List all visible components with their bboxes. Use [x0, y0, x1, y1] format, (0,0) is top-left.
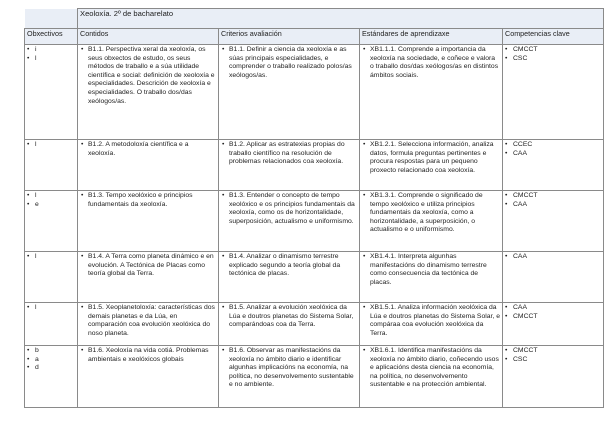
table-row	[25, 45, 604, 140]
competence-item: • CCEC	[505, 141, 601, 150]
competence-item: • CMCCT	[505, 347, 601, 356]
standards-text: • XB1.4.1. Interpreta algunhas manifestacións do dinamismo terrestre como consecuencia da tectónica de placas.	[362, 253, 500, 287]
criteria-cell	[219, 303, 360, 346]
contents-cell	[78, 45, 219, 140]
table-title: Xeoloxía. 2º de bacharelato	[78, 9, 604, 29]
table-row	[25, 346, 604, 408]
objective-item: • e	[27, 201, 75, 210]
criteria-cell	[219, 252, 360, 303]
objectives-cell	[25, 303, 78, 346]
competences-cell	[503, 252, 604, 303]
contents-cell	[78, 140, 219, 191]
criteria-text: • B1.3. Entender o concepto de tempo xeolóxico e os principios fundamentais da xeoloxía, como os de horizontalidade, superposición, actualismo e uniformismo.	[221, 192, 357, 226]
competence-item: • CAA	[505, 201, 601, 210]
objective-item: • l	[27, 192, 75, 201]
objective-item: • d	[27, 364, 75, 373]
criteria-cell	[219, 45, 360, 140]
standards-cell	[360, 140, 503, 191]
standards-cell	[360, 303, 503, 346]
objective-item: • b	[27, 347, 75, 356]
contents-cell	[78, 346, 219, 408]
standards-text: • XB1.3.1. Comprende o significado de tempo xeolóxico e utiliza principios fundamentais da xeoloxía, como a horizontalidade, a superposición, o actualismo e o uniformismo.	[362, 192, 500, 235]
standards-text: • XB1.2.1. Selecciona información, analiza datos, formula preguntas pertinentes e procura respostas para un pequeno proxecto relacionado coa xeoloxía.	[362, 141, 500, 175]
objective-item: • l	[27, 55, 75, 64]
table-row	[25, 191, 604, 252]
contents-text: • B1.6. Xeoloxía na vida cotiá. Problemas ambientais e xeolóxicos globais	[80, 347, 216, 364]
competences-cell	[503, 45, 604, 140]
objective-item: • l	[27, 253, 75, 262]
contents-cell	[78, 191, 219, 252]
contents-text: • B1.2. A metodoloxía científica e a xeoloxía.	[80, 141, 216, 158]
column-header-contents: Contidos	[78, 29, 219, 45]
criteria-cell	[219, 140, 360, 191]
criteria-cell	[219, 346, 360, 408]
standards-cell	[360, 191, 503, 252]
column-header-criteria: Criterios avaliación	[219, 29, 360, 45]
criteria-cell	[219, 191, 360, 252]
criteria-text: • B1.1. Definir a ciencia da xeoloxía e as súas principais especialidades, e comprender o traballo realizado polos/as xeólogos/as.	[221, 46, 357, 80]
contents-text: • B1.5. Xeoplanetoloxía: características dos demais planetas e da Lúa, en comparación coa evolución xeolóxica do noso planeta.	[80, 304, 216, 338]
curriculum-table	[24, 8, 604, 408]
criteria-text: • B1.4. Analizar o dinamismo terrestre explicado segundo a teoría global da tectónica de placas.	[221, 253, 357, 279]
objective-item: • l	[27, 141, 75, 150]
competence-item: • CAA	[505, 150, 601, 159]
objectives-cell	[25, 191, 78, 252]
table-row	[25, 252, 604, 303]
competence-item: • CAA	[505, 304, 601, 313]
competence-item: • CMCCT	[505, 46, 601, 55]
standards-cell	[360, 252, 503, 303]
column-header-objectives: Obxectivos	[25, 29, 78, 45]
competence-item: • CMCCT	[505, 192, 601, 201]
criteria-text: • B1.2. Aplicar as estratexias propias do traballo científico na resolución de problemas relacionados coa xeoloxía.	[221, 141, 357, 167]
contents-text: • B1.3. Tempo xeolóxico e principios fundamentais da xeoloxía.	[80, 192, 216, 209]
standards-text: • XB1.6.1. Identifica manifestacións da xeoloxía no ámbito diario, coñecendo usos e aplicacións desta ciencia na economía, na política, no desenvolvemento sustentable e na protección ambiental.	[362, 347, 500, 390]
standards-text: • XB1.5.1. Analiza información xeolóxica da Lúa e doutros planetas do Sistema Solar, e compáraa coa evolución xeolóxica da Terra.	[362, 304, 500, 338]
table-row	[25, 140, 604, 191]
column-header-competences: Competencias clave	[503, 29, 604, 45]
competences-cell	[503, 303, 604, 346]
contents-cell	[78, 303, 219, 346]
competence-item: • CSC	[505, 356, 601, 365]
standards-cell	[360, 346, 503, 408]
competence-item: • CMCCT	[505, 313, 601, 322]
contents-cell	[78, 252, 219, 303]
objective-item: • a	[27, 356, 75, 365]
competence-item: • CAA	[505, 253, 601, 262]
competences-cell	[503, 140, 604, 191]
criteria-text: • B1.5. Analizar a evolución xeolóxica da Lúa e doutros planetas do Sistema Solar, comparándoas coa da Terra.	[221, 304, 357, 330]
table-row	[25, 303, 604, 346]
objective-item: • l	[27, 304, 75, 313]
column-header-standards: Estándares de aprendizaxe	[360, 29, 503, 45]
criteria-text: • B1.6. Observar as manifestacións da xeoloxía no ámbito diario e identificar algunhas implicacións na economía, na política, no desenvolvemento sustentable e no ambiente.	[221, 347, 357, 390]
objectives-cell	[25, 252, 78, 303]
standards-text: • XB1.1.1. Comprende a importancia da xeoloxía na sociedade, e coñece e valora o traballo dos/das xeólogos/as en distintos ámbitos sociais.	[362, 46, 500, 80]
objectives-cell	[25, 346, 78, 408]
competence-item: • CSC	[505, 55, 601, 64]
competences-cell	[503, 191, 604, 252]
standards-cell	[360, 45, 503, 140]
contents-text: • B1.1. Perspectiva xeral da xeoloxía, os seus obxectos de estudo, os seus métodos de traballo e a súa utilidade científica e social: definición de xeoloxía e especialidades. Descrición de xeoloxía e especialidades. O traballo dos/das xeólogos/as.	[80, 46, 216, 106]
objectives-cell	[25, 45, 78, 140]
table-corner	[25, 9, 78, 29]
contents-text: • B1.4. A Terra como planeta dinámico e en evolución. A Tectónica de Placas como teoría global da Terra.	[80, 253, 216, 279]
competences-cell	[503, 346, 604, 408]
objective-item: • i	[27, 46, 75, 55]
objectives-cell	[25, 140, 78, 191]
